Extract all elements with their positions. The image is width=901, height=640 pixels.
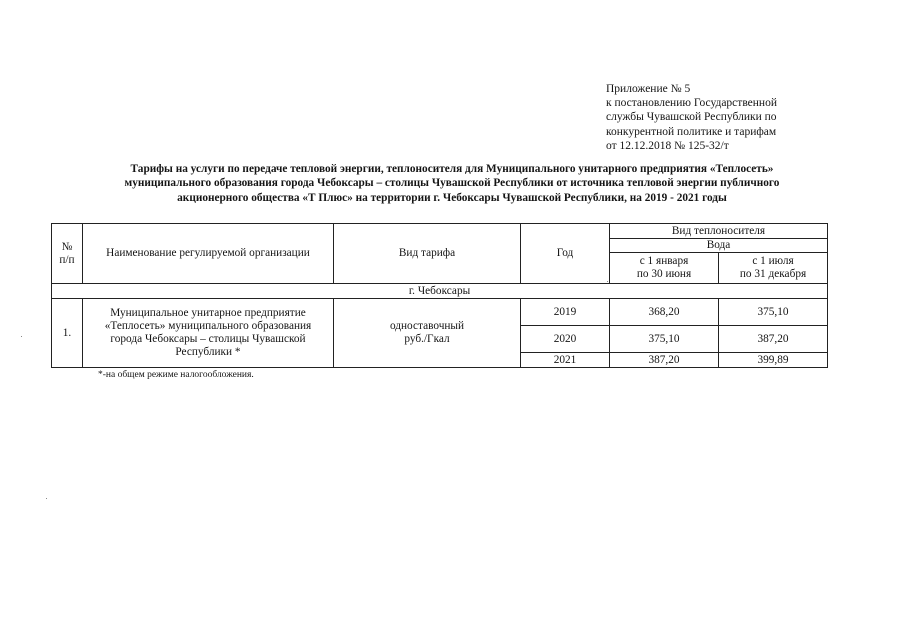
row-num: 1. — [52, 299, 83, 368]
document-title — [52, 162, 852, 205]
scan-speck — [46, 498, 47, 499]
title-line: Тарифы на услуги по передаче тепловой энергии, теплоносителя для Муниципального унитарного предприятия «Теплосеть» — [130, 163, 774, 175]
tariff-table — [51, 223, 828, 368]
tariff-value-h2: 399,89 — [719, 353, 828, 368]
city-cell: г. Чебоксары — [52, 284, 828, 299]
appendix-line: службы Чувашской Республики по — [606, 111, 777, 124]
table-row — [52, 299, 828, 326]
header-num: № п/п — [52, 224, 83, 284]
tariff-value-h1: 387,20 — [610, 353, 719, 368]
header-carrier-type: Вид теплоносителя — [610, 224, 828, 239]
scan-speck — [607, 281, 608, 282]
header-period-2: с 1 июля по 31 декабря — [719, 253, 828, 284]
appendix-line: к постановлению Государственной — [606, 97, 777, 110]
tariff-value-h2: 375,10 — [719, 299, 828, 326]
tariff-type-cell: одноставочный руб./Гкал — [334, 299, 521, 368]
title-line: акционерного общества «Т Плюс» на территории г. Чебоксары Чувашской Республики, на 2019 - 2021 годы — [177, 191, 727, 204]
header-tariff-type: Вид тарифа — [334, 224, 521, 284]
header-org-name: Наименование регулируемой организации — [83, 224, 334, 284]
city-row — [52, 284, 828, 299]
header-water: Вода — [610, 239, 828, 253]
footnote: *-на общем режиме налогообложения. — [98, 370, 254, 380]
tariff-value-h1: 375,10 — [610, 326, 719, 353]
appendix-line: конкурентной политике и тарифам — [606, 125, 777, 138]
appendix-line: от 12.12.2018 № 125-32/т — [606, 139, 729, 152]
appendix-line: Приложение № 5 — [606, 83, 691, 95]
tariff-value-h1: 368,20 — [610, 299, 719, 326]
year-cell: 2019 — [521, 299, 610, 326]
year-cell: 2021 — [521, 353, 610, 368]
scan-speck — [21, 336, 22, 337]
org-name-cell: Муниципальное унитарное предприятие «Теплосеть» муниципального образования города Чебоксары – столицы Чувашской Республики * — [83, 299, 334, 368]
header-year: Год — [521, 224, 610, 284]
appendix-block — [606, 82, 836, 153]
year-cell: 2020 — [521, 326, 610, 353]
tariff-value-h2: 387,20 — [719, 326, 828, 353]
header-row — [52, 224, 828, 239]
title-line: муниципального образования города Чебоксары – столицы Чувашской Республики от источника тепловой энергии публичного — [124, 177, 780, 190]
header-period-1: с 1 января по 30 июня — [610, 253, 719, 284]
